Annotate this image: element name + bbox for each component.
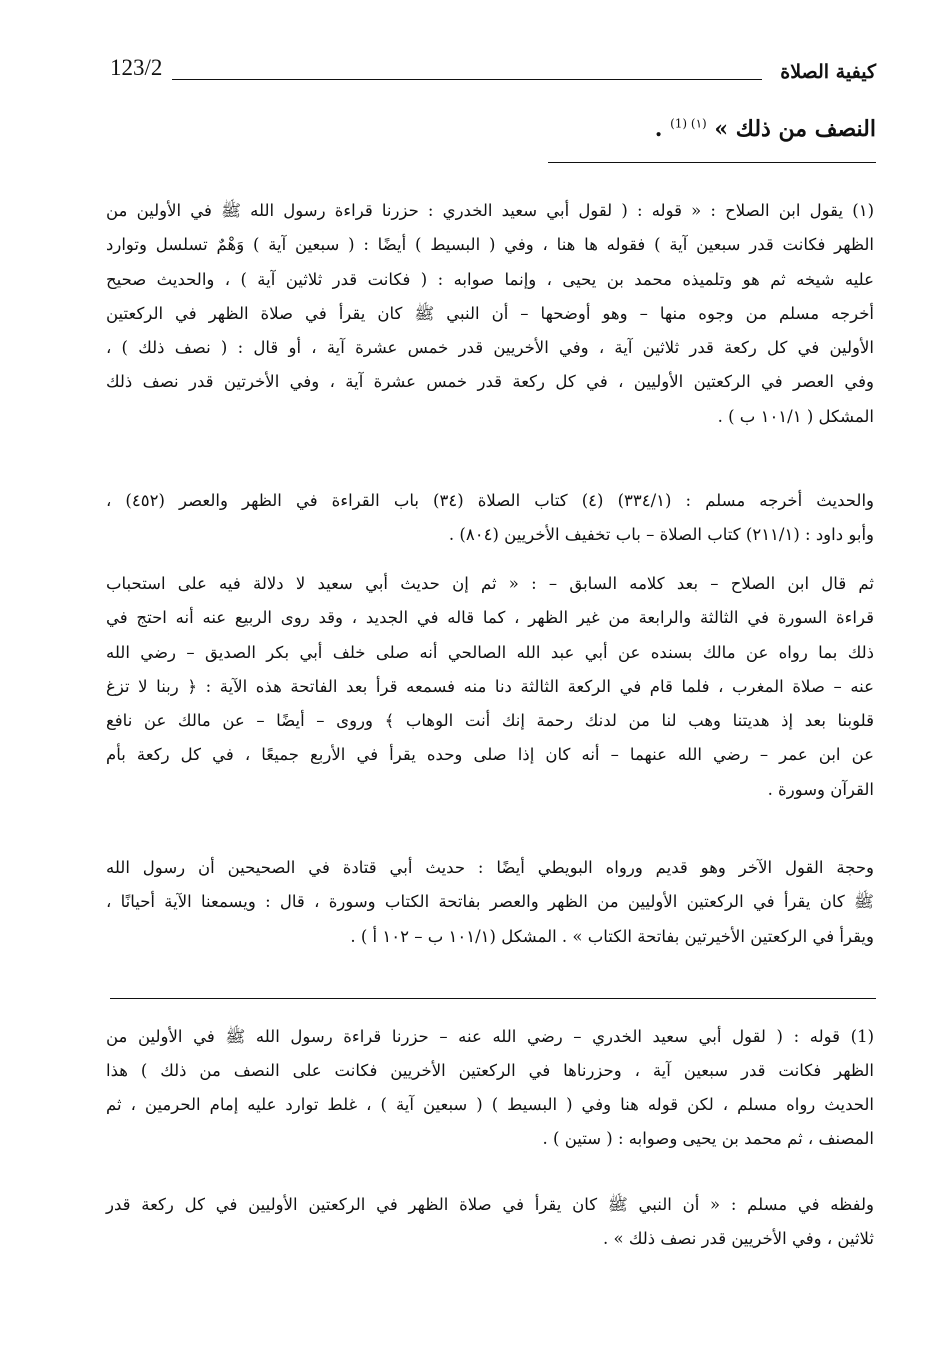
- text-line: عليه شيخه ثم هو وتلميذه محمد بن يحيى ، وإنما صوابه : ( فكانت قدر ثلاثين آية ) ، والحديث صحيح: [106, 269, 874, 289]
- text-line: ولفظه في مسلم : « أن النبي ﷺ كان يقرأ في صلاة الظهر في الركعتين الأوليين في كل ركعة قدر: [106, 1195, 874, 1214]
- footnote-2-paragraph: [106, 1020, 874, 1156]
- text-line: الحديث رواه مسلم ، لكن قوله هنا وفي ( البسيط ) ( سبعين آية ) ، غلط توارد عليه إمام الحرمين ، ثم: [106, 1095, 874, 1114]
- text-line: قلوبنا بعد إذ هديتنا وهب لنا من لدنك رحمة إنك أنت الوهاب ﴾ وروى – أيضًا – عن مالك عن نافع: [106, 711, 874, 731]
- text-line: المشكل ( ١٠١/١ ب ) .: [717, 406, 874, 426]
- main-text-line: [655, 116, 876, 142]
- main-text: النصف من ذلك »: [706, 116, 876, 142]
- hadith-source-paragraph: [106, 484, 874, 553]
- text-line: المصنف ، ثم محمد بن يحيى وصوابه : ( ستين ) .: [542, 1129, 874, 1148]
- text-line: ﷺ كان يقرأ في الركعتين الأوليين من الظهر والعصر بفاتحة الكتاب وسورة ، قال : ويسمعنا الآية أحيانًا ،: [106, 892, 874, 912]
- muslim-wording-paragraph: [106, 1188, 874, 1256]
- chapter-title: كيفية الصلاة: [780, 61, 876, 83]
- text-line: وأبو داود : (٢١١/١) كتاب الصلاة – باب تخفيف الأخريين (٨٠٤) .: [448, 525, 874, 545]
- ibn-salah-paragraph: [106, 567, 874, 807]
- text-line: ثم قال ابن الصلاح – بعد كلامه السابق – : « ثم إن حديث أبي سعيد لا دلالة فيه على استحباب: [106, 574, 874, 593]
- text-line: وفي العصر في الركعتين الأوليين ، في كل ركعة قدر خمس عشرة آية ، وفي الأخرتين قدر نصف ذلك: [106, 372, 874, 392]
- header-rule: [172, 79, 762, 80]
- footnote-reference: (١) (1): [670, 116, 707, 131]
- text-line: أخرجه مسلم من وجوه منها – وهو أوضحها – أن النبي ﷺ كان يقرأ في صلاة الظهر في الركعتين: [106, 303, 874, 323]
- text-line: عنه – صلاة المغرب ، فلما قام في الركعة الثالثة دنا منه فسمعه قرأ بعد الفاتحة هذه الآية : ﴿ ربنا لا تزغ: [106, 676, 874, 696]
- text-line: عن ابن عمر – رضي الله عنهما – أنه كان إذا صلى وحده يقرأ في الأربع جميعًا ، في كل ركعة بأم: [106, 745, 874, 765]
- footnote-1-paragraph: [106, 194, 874, 434]
- text-line: ويقرأ في الركعتين الأخيرتين بفاتحة الكتاب » . المشكل (١٠١/١ ب – ١٠٢ أ ) .: [350, 926, 874, 946]
- text-line: القرآن وسورة .: [767, 779, 874, 799]
- text-line: ثلاثين ، وفي الأخريين قدر نصف ذلك » .: [602, 1229, 874, 1248]
- footnote-separator: [548, 162, 876, 163]
- page-number: 123/2: [110, 55, 163, 80]
- text-line: الأولين في كل ركعة قدر ثلاثين آية ، وفي الأخريين قدر خمس عشرة آية ، أو قال : ( نصف ذلك ) ،: [106, 338, 874, 358]
- text-line: (1) قوله : ( لقول أبي سعيد الخدري – رضي الله عنه – حزرنا قراءة رسول الله ﷺ في الأولين من: [106, 1027, 874, 1046]
- text-line: ذلك بما رواه عن مالك بسنده عن أبي عبد الله الصالحي أنه صلى خلف أبي بكر الصديق – رضي الله: [106, 642, 874, 662]
- second-footnote-separator: [110, 998, 876, 999]
- text-line: وحجة القول الآخر وهو قديم ورواه البويطي أيضًا : حديث أبي قتادة في الصحيحين أن رسول الله: [106, 858, 874, 877]
- main-text-end: .: [654, 116, 671, 142]
- text-line: قراءة السورة في الثالثة والرابعة من غير الظهر ، كما قاله في الجديد ، وقد روى الربيع عنه أنه احتج في: [106, 608, 874, 628]
- second-opinion-paragraph: [106, 851, 874, 954]
- running-header: [110, 55, 876, 89]
- text-line: الظهر فكانت قدر سبعين آية ) فقوله ها هنا ، وفي ( البسيط ) أيضًا : ( سبعين آية ) وَهْمٌ تسلسل وتوارد: [106, 235, 874, 255]
- text-line: (١) يقول ابن الصلاح : « قوله : ( لقول أبي سعيد الخدري : حزرنا قراءة رسول الله ﷺ في الأولين من: [106, 201, 874, 220]
- text-line: الظهر فكانت قدر سبعين آية ، وحزرناها في الركعتين الأخريين فكانت على النصف من ذلك ) هذا: [106, 1061, 874, 1080]
- text-line: والحديث أخرجه مسلم : (٣٣٤/١) (٤) كتاب الصلاة (٣٤) باب القراءة في الظهر والعصر (٤٥٢) ،: [106, 491, 874, 510]
